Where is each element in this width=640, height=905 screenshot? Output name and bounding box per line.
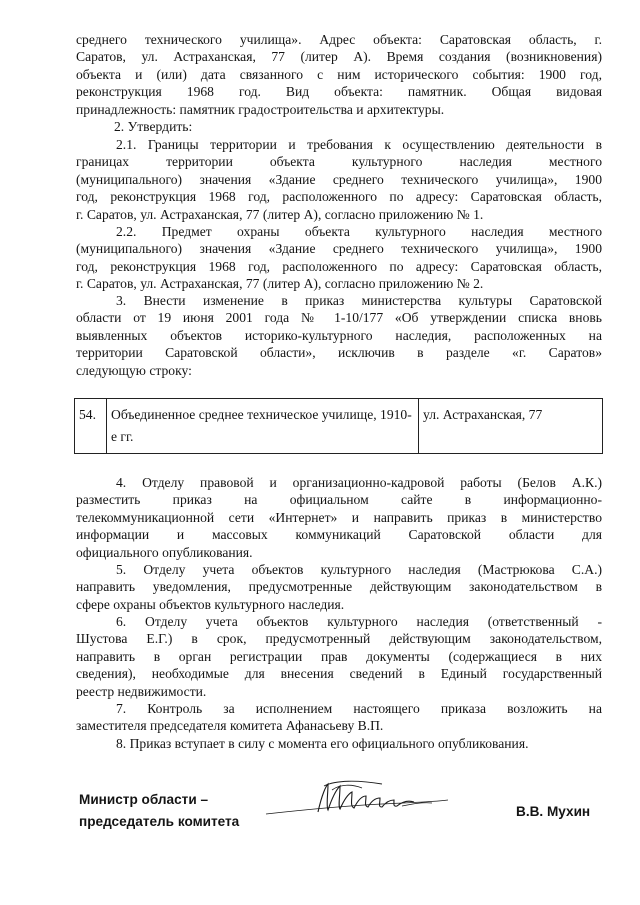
text-line: (муниципального) значения «Здание среднего технического училища», 1900	[76, 171, 602, 187]
text-line: 5. Отделу учета объектов культурного наследия (Мастрюкова С.А.)	[116, 562, 602, 577]
item-5-paragraph	[76, 561, 602, 613]
text-line: области от 19 июня 2001 года № 1-10/177 «Об утверждении списка вновь	[76, 310, 602, 326]
text-line: направить уведомления, предусмотренные действующим законодательством в	[76, 579, 602, 595]
excluded-objects-table	[74, 398, 603, 454]
text-line: реестр недвижимости.	[76, 683, 207, 699]
signatory-title-line: Министр области –	[79, 792, 209, 807]
text-line: 7. Контроль за исполнением настоящего приказа возложить на	[116, 701, 602, 716]
text-line: сфере охраны объектов культурного наследия.	[76, 596, 345, 612]
text-line: выявленных объектов историко-культурного наследия, расположенных на	[76, 327, 602, 343]
text-line: 2.1. Границы территории и требования к осуществлению деятельности в	[116, 137, 602, 152]
item-2-heading: 2. Утвердить:	[114, 119, 193, 134]
text-line: реконструкция 1968 год. Вид объекта: памятник. Общая видовая	[76, 84, 602, 100]
text-line: год, реконструкция 1968 год, расположенного по адресу: Саратовская область,	[76, 189, 602, 205]
item-6-paragraph	[76, 613, 602, 700]
object-address-cell: ул. Астраханская, 77	[419, 399, 603, 454]
signatory-title-line: председатель комитета	[79, 814, 240, 829]
text-line: телекоммуникационной сети «Интернет» и направить приказ в министерство	[76, 509, 602, 525]
text-line: Шустова Е.Г.) в срок, предусмотренный действующим законодательством,	[76, 631, 602, 647]
item-4-paragraph	[76, 474, 602, 561]
text-line: принадлежность: памятник градостроительства и архитектуры.	[76, 101, 445, 117]
text-line: 2.2. Предмет охраны объекта культурного наследия местного	[116, 224, 602, 239]
text-line: информации и массовых коммуникаций Саратовской области для	[76, 527, 602, 543]
text-line: сведения), необходимые для внесения сведений в Единый государственный	[76, 666, 602, 682]
handwritten-signature	[262, 776, 452, 826]
item-2-heading-block	[76, 118, 602, 135]
item-2-2-paragraph	[76, 223, 602, 293]
text-line: разместить приказ на официальном сайте в информационно-	[76, 492, 602, 508]
item-7-paragraph	[76, 700, 602, 735]
item-2-1-paragraph	[76, 136, 602, 223]
text-line: г. Саратов, ул. Астраханская, 77 (литер А), согласно приложению № 1.	[76, 206, 484, 222]
text-line: год, реконструкция 1968 год, расположенного по адресу: Саратовская область,	[76, 258, 602, 274]
text-line: Саратов, ул. Астраханская, 77 (литер А). Время создания (возникновения)	[76, 49, 602, 65]
item-8-paragraph	[76, 735, 602, 752]
text-line: 3. Внести изменение в приказ министерства культуры Саратовской	[116, 293, 602, 308]
text-line: заместителя председателя комитета Афанасьеву В.П.	[76, 718, 384, 734]
text-line: следующую строку:	[76, 362, 192, 378]
text-line: среднего технического училища». Адрес объекта: Саратовская область, г.	[76, 32, 602, 47]
signatory-name: В.В. Мухин	[516, 804, 591, 819]
text-line: (муниципального) значения «Здание среднего технического училища», 1900	[76, 241, 602, 257]
text-line: границах территории объекта культурного наследия местного	[76, 154, 602, 170]
text-line: 8. Приказ вступает в силу с момента его официального опубликования.	[116, 736, 529, 751]
text-line: объекта и (или) дата связанного с ним исторического события: 1900 год,	[76, 66, 602, 82]
text-line: 4. Отделу правовой и организационно-кадровой работы (Белов А.К.)	[116, 475, 602, 490]
signatory-title	[79, 789, 239, 833]
table-row	[75, 399, 603, 454]
intro-paragraph	[76, 31, 602, 118]
text-line: 6. Отделу учета объектов культурного наследия (ответственный -	[116, 614, 602, 629]
item-3-paragraph	[76, 292, 602, 379]
text-line: г. Саратов, ул. Астраханская, 77 (литер А), согласно приложению № 2.	[76, 276, 484, 292]
object-name-cell: Объединенное среднее техническое училище, 1910-е гг.	[107, 399, 419, 454]
text-line: направить в орган регистрации прав документы (содержащиеся в них	[76, 648, 602, 664]
text-line: официального опубликования.	[76, 544, 253, 560]
text-line: территории Саратовской области», исключив в разделе «г. Саратов»	[76, 345, 602, 361]
row-number-cell: 54.	[75, 399, 107, 454]
